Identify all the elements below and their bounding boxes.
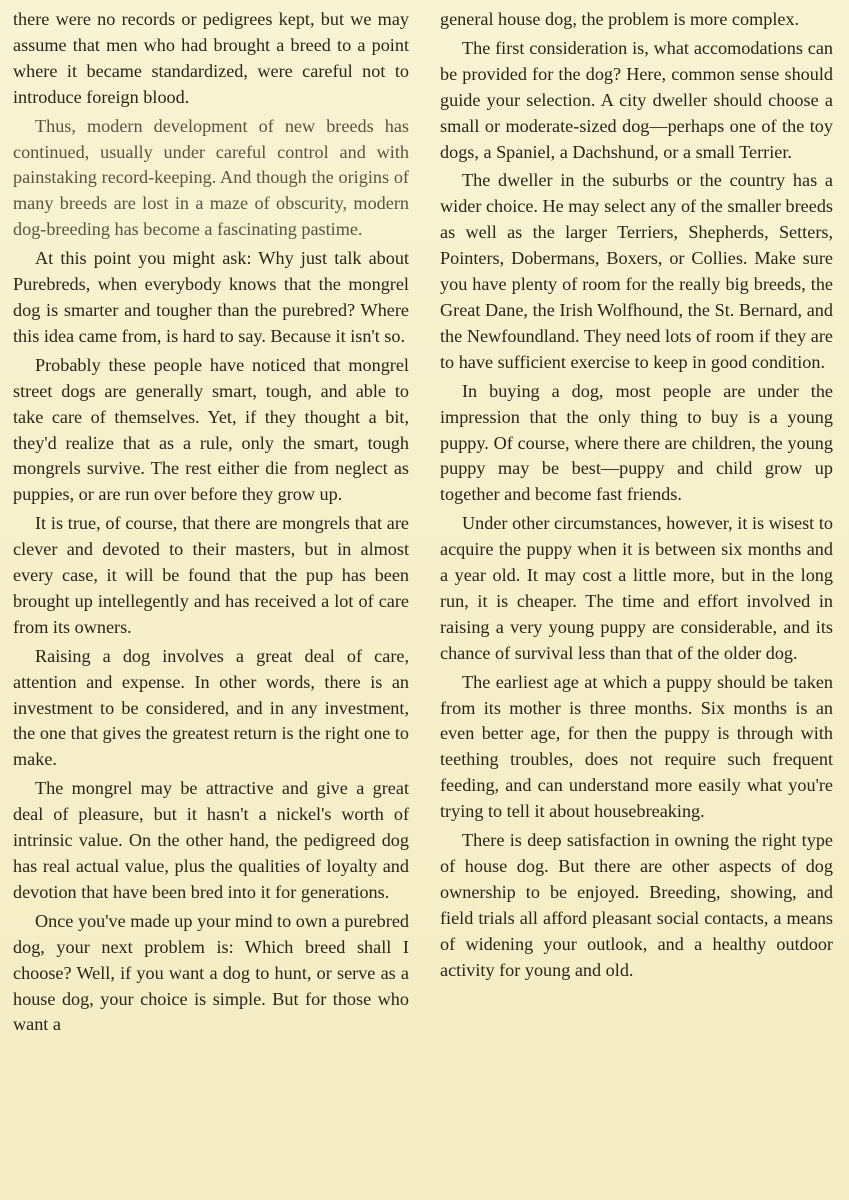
paragraph: The earliest age at which a puppy should be taken from its mother is three months. Six months is an even better age, for then the puppy is through with teething troubles, does not require such frequent feeding, and can understand more easily what you're trying to tell it about housebreaking. bbox=[440, 671, 833, 822]
paragraph: Thus, modern development of new breeds has continued, usually under careful control and with painstaking record-keeping. And though the origins of many breeds are lost in a maze of obscurity, modern dog-breeding has become a fascinating pastime. bbox=[13, 115, 409, 240]
paragraph: It is true, of course, that there are mongrels that are clever and devoted to their masters, but in almost every case, it will be found that the pup has been brought up intellegently and has received a lot of care from its owners. bbox=[13, 513, 409, 637]
left-column bbox=[13, 7, 409, 1041]
paragraph: Once you've made up your mind to own a purebred dog, your next problem is: Which breed shall I choose? Well, if you want a dog to hunt, or serve as a house dog, your choice is simple. But for those who want a bbox=[13, 910, 409, 1035]
paragraph: At this point you might ask: Why just talk about Purebreds, when everybody knows that the mongrel dog is smarter and tougher than the purebred? Where this idea came from, is hard to say. Because it isn't so. bbox=[13, 248, 409, 346]
paragraph: In buying a dog, most people are under the impression that the only thing to buy is a young puppy. Of course, where there are children, the young puppy may be best—puppy and child grow up together and become fast friends. bbox=[440, 380, 833, 505]
paragraph: Probably these people have noticed that mongrel street dogs are generally smart, tough, and able to take care of themselves. Yet, if they thought a bit, they'd realize that as a rule, only the smart, tough mongrels survive. The rest either die from neglect as puppies, or are run over before they grow up. bbox=[13, 354, 409, 505]
paragraph: general house dog, the problem is more complex. bbox=[440, 9, 800, 29]
paragraph: The dweller in the suburbs or the country has a wider choice. He may select any of the smaller breeds as well as the larger Terriers, Shepherds, Setters, Pointers, Dobermans, Boxers, or Collies. Make sure you have plenty of room for the really big breeds, the Great Dane, the Irish Wolfhound, the St. Bernard, and the Newfoundland. They need lots of room if they are to have sufficient exercise to keep in good condition. bbox=[440, 170, 833, 372]
paragraph: Under other circumstances, however, it is wisest to acquire the puppy when it is between six months and a year old. It may cost a little more, but in the long run, it is cheaper. The time and effort involved in raising a very young puppy are considerable, and its chance of survival less than that of the older dog. bbox=[440, 513, 833, 663]
paragraph: there were no records or pedigrees kept, but we may assume that men who had brought a breed to a point where it became standardized, were careful not to introduce foreign blood. bbox=[13, 9, 409, 107]
paragraph: Raising a dog involves a great deal of care, attention and expense. In other words, there is an investment to be considered, and in any investment, the one that gives the greatest return is the right one to make. bbox=[13, 645, 409, 770]
paragraph: The mongrel may be attractive and give a great deal of pleasure, but it hasn't a nickel's worth of intrinsic value. On the other hand, the pedigreed dog has real actual value, plus the qualities of loyalty and devotion that have been bred into it for generations. bbox=[13, 778, 409, 902]
paragraph: There is deep satisfaction in owning the right type of house dog. But there are other aspects of dog ownership to be enjoyed. Breeding, showing, and field trials all afford pleasant social contacts, a means of widening your outlook, and a healthy outdoor activity for young and old. bbox=[440, 830, 833, 980]
right-column bbox=[440, 7, 833, 987]
paragraph: The first consideration is, what accomodations can be provided for the dog? Here, common sense should guide your selection. A city dweller should choose a small or moderate-sized dog—perhaps one of the toy dogs, a Spaniel, a Dachshund, or a small Terrier. bbox=[440, 37, 833, 162]
